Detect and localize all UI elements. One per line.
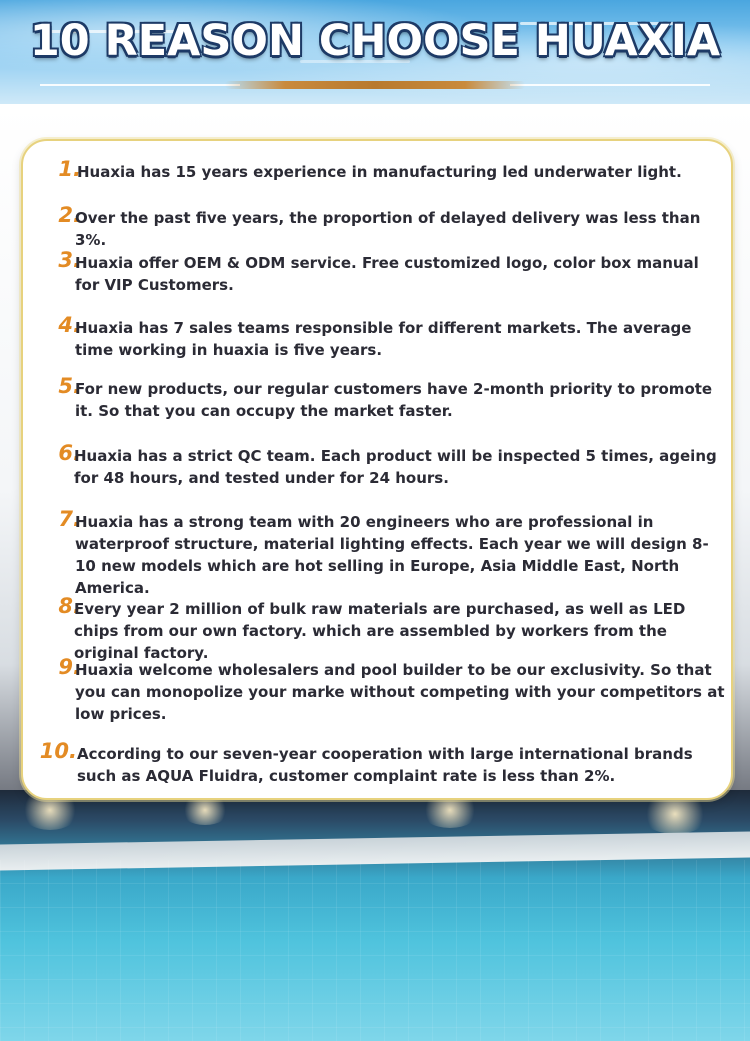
pool-water: [0, 860, 750, 1041]
reason-number: 1.: [58, 157, 81, 181]
reason-number: 5.: [58, 374, 81, 398]
header-banner: [0, 0, 750, 104]
reason-number: 8.: [58, 594, 81, 618]
reason-number: 4.: [58, 313, 81, 337]
reason-text: Huaxia has a strict QC team. Each product will be inspected 5 times, ageing for 48 hours, and tested under for 24 hours.: [74, 447, 717, 487]
reason-number: 3.: [58, 248, 81, 272]
reason-text: Huaxia has 7 sales teams responsible for different markets. The average time working in huaxia is five years.: [75, 319, 692, 359]
reason-text: Every year 2 million of bulk raw materials are purchased, as well as LED chips from our own factory. which are assembled by workers from the original factory.: [74, 600, 686, 662]
reason-number: 2.: [58, 203, 81, 227]
lamp-glow: [640, 794, 710, 834]
pool-photo: [0, 790, 750, 1041]
reason-number: 10.: [39, 739, 77, 763]
reason-number: 7.: [58, 507, 81, 531]
reason-text: According to our seven-year cooperation with large international brands such as AQUA Fluidra, customer complaint rate is less than 2%.: [77, 745, 693, 785]
page-title: 10 REASON CHOOSE HUAXIA: [29, 16, 721, 66]
reason-text: Huaxia welcome wholesalers and pool builder to be our exclusivity. So that you can monopolize your marke without competing with your competitors at low prices.: [75, 661, 725, 723]
reason-text: Over the past five years, the proportion of delayed delivery was less than 3%.: [75, 209, 701, 249]
title-line-left: [40, 84, 240, 86]
reason-number: 9.: [58, 655, 81, 679]
reason-number: 6.: [58, 441, 81, 465]
title-underline: [225, 81, 525, 89]
reason-text: For new products, our regular customers have 2-month priority to promote it. So that you can occupy the market faster.: [75, 380, 713, 420]
title-line-right: [510, 84, 710, 86]
reason-text: Huaxia offer OEM & ODM service. Free customized logo, color box manual for VIP Customers.: [75, 254, 699, 294]
reasons-card: [21, 139, 733, 800]
reason-text: Huaxia has a strong team with 20 engineers who are professional in waterproof structure, material lighting effects. Each year we will design 8-10 new models which are hot selling in Europe, Asia Middle East, North America.: [75, 513, 709, 597]
reason-text: Huaxia has 15 years experience in manufacturing led underwater light.: [77, 163, 682, 181]
